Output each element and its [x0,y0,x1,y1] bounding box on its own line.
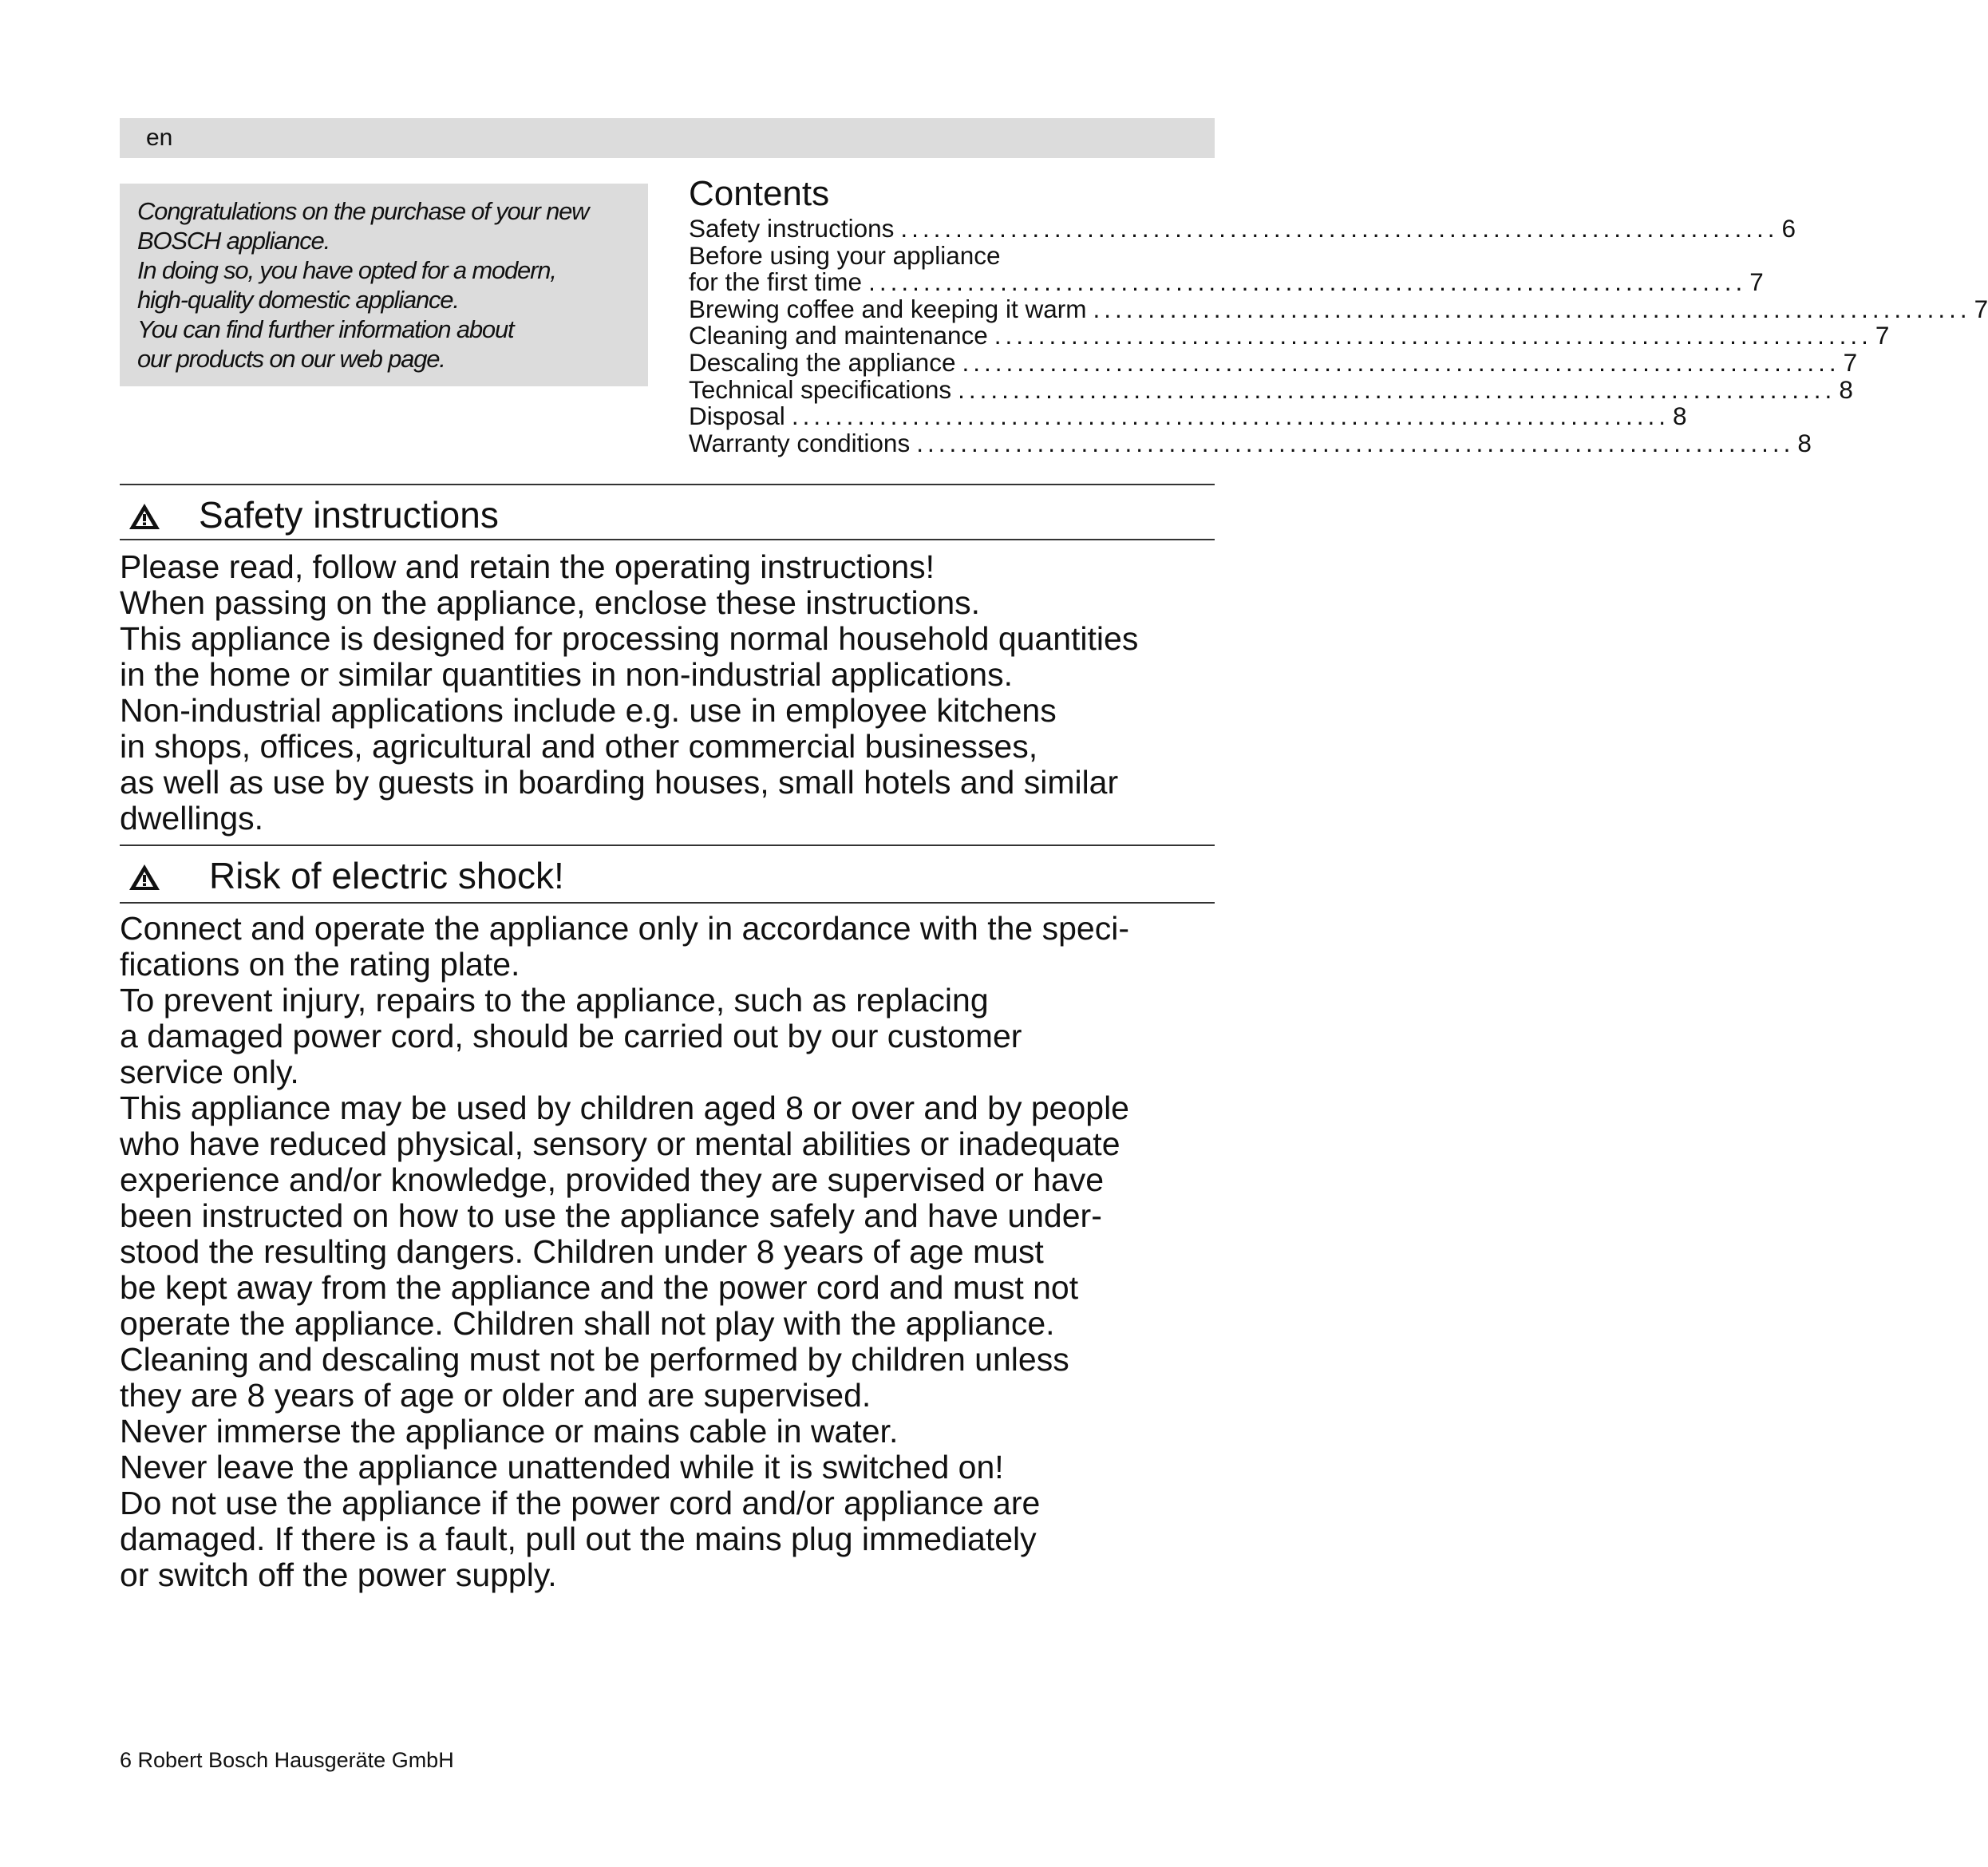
toc-dot-leader: ................................................................................ [994,321,1872,350]
body-line: they are 8 years of age or older and are supervised. [120,1377,871,1414]
body-line: This appliance is designed for processing normal household quantities [120,620,1139,657]
body-line: dwellings. [120,800,264,837]
intro-line: our products on our web page. [137,345,445,373]
body-line: be kept away from the appliance and the power cord and must not [120,1269,1079,1306]
toc-entry [689,267,1764,297]
toc-dot-leader: ................................................................................ [916,428,1795,457]
contents-title: Contents [689,174,830,213]
body-line: who have reduced physical, sensory or mental abilities or inadequate [120,1125,1120,1162]
intro-line: BOSCH appliance. [137,227,330,255]
toc-entry-page: 7 [1974,294,1988,323]
body-line: a damaged power cord, should be carried out by our customer [120,1018,1022,1054]
toc-dot-leader: ................................................................................ [962,347,1840,377]
electric-body [120,911,1237,1593]
toc-entry-title: Cleaning and maintenance [689,321,988,350]
toc-dot-leader: ................................................................................ [868,267,1747,297]
toc-dot-leader: ................................................................................ [1093,294,1971,323]
page-footer: 6 Robert Bosch Hausgeräte GmbH [120,1748,454,1772]
toc-entry-page: 7 [1843,347,1858,377]
toc-entry [689,401,1687,431]
toc-entry-title: Safety instructions [689,214,895,243]
section-divider [120,845,1215,846]
toc-entry-page: 6 [1781,214,1796,243]
table-of-contents [689,174,1988,457]
intro-box [120,184,648,386]
body-line: This appliance may be used by children aged 8 or over and by people [120,1090,1129,1126]
safety-heading [120,491,1215,537]
body-line: in the home or similar quantities in non-industrial applications. [120,656,1013,693]
body-line: Do not use the appliance if the power cord and/or appliance are [120,1485,1041,1521]
body-line: in shops, offices, agricultural and other commercial businesses, [120,728,1038,765]
toc-entry-title: Brewing coffee and keeping it warm [689,294,1087,323]
toc-entry [689,214,1796,243]
toc-dot-leader: ................................................................................ [900,214,1779,243]
body-line: fications on the rating plate. [120,946,520,983]
toc-entry-page: 8 [1672,401,1687,431]
toc-entry-title: Descaling the appliance [689,347,956,377]
body-line: Connect and operate the appliance only in accordance with the speci- [120,910,1129,947]
section-divider [120,902,1215,904]
safety-body [120,549,1237,837]
intro-line: In doing so, you have opted for a modern, [137,256,556,284]
toc-entry-page: 7 [1875,321,1890,350]
body-line: Never immerse the appliance or mains cable in water. [120,1413,899,1450]
toc-entry [689,321,1890,350]
body-line: To prevent injury, repairs to the appliance, such as replacing [120,982,989,1019]
section-divider [120,484,1215,485]
electric-heading-text: Risk of electric shock! [209,855,564,896]
body-line: been instructed on how to use the appliance safely and have under- [120,1197,1102,1234]
toc-entry-page: 7 [1749,267,1764,297]
toc-entry-title: Disposal [689,401,785,431]
toc-entry [689,428,1812,457]
section-divider [120,539,1215,540]
intro-line: You can find further information about [137,315,514,343]
intro-line: Congratulations on the purchase of your new [137,197,589,225]
language-bar [120,118,1215,158]
warning-triangle-icon [128,863,161,892]
toc-entry [689,294,1988,323]
toc-dot-leader: ................................................................................ [958,374,1836,404]
toc-entry-page: 8 [1839,374,1853,404]
body-line: experience and/or knowledge, provided they are supervised or have [120,1161,1105,1198]
body-line: Please read, follow and retain the operating instructions! [120,548,935,585]
toc-entry-page: 8 [1797,428,1812,457]
body-line: Cleaning and descaling must not be performed by children unless [120,1341,1069,1378]
toc-dot-leader: ................................................................................ [791,401,1670,431]
toc-list [689,214,1988,457]
electric-heading [120,852,1215,898]
body-line: damaged. If there is a fault, pull out the mains plug immediately [120,1521,1037,1557]
body-line: Non-industrial applications include e.g. use in employee kitchens [120,692,1057,729]
toc-entry-title: Warranty conditions [689,428,911,457]
toc-entry-title: Technical specifications [689,374,952,404]
toc-entry [689,240,1193,270]
body-line: service only. [120,1054,299,1090]
toc-entry [689,374,1853,404]
toc-entry-title: Before using your appliance [689,240,1001,270]
safety-heading-text: Safety instructions [199,494,499,536]
body-line: When passing on the appliance, enclose these instructions. [120,584,981,621]
body-line: Never leave the appliance unattended while it is switched on! [120,1449,1004,1485]
warning-triangle-icon [128,502,161,531]
toc-entry-title: for the first time [689,267,863,297]
body-line: as well as use by guests in boarding houses, small hotels and similar [120,764,1119,801]
intro-text [137,196,588,374]
intro-line: high-quality domestic appliance. [137,286,459,314]
toc-entry [689,347,1858,377]
body-line: or switch off the power supply. [120,1556,557,1593]
body-line: stood the resulting dangers. Children under 8 years of age must [120,1233,1044,1270]
body-line: operate the appliance. Children shall not play with the appliance. [120,1305,1055,1342]
language-code: en [146,125,173,151]
